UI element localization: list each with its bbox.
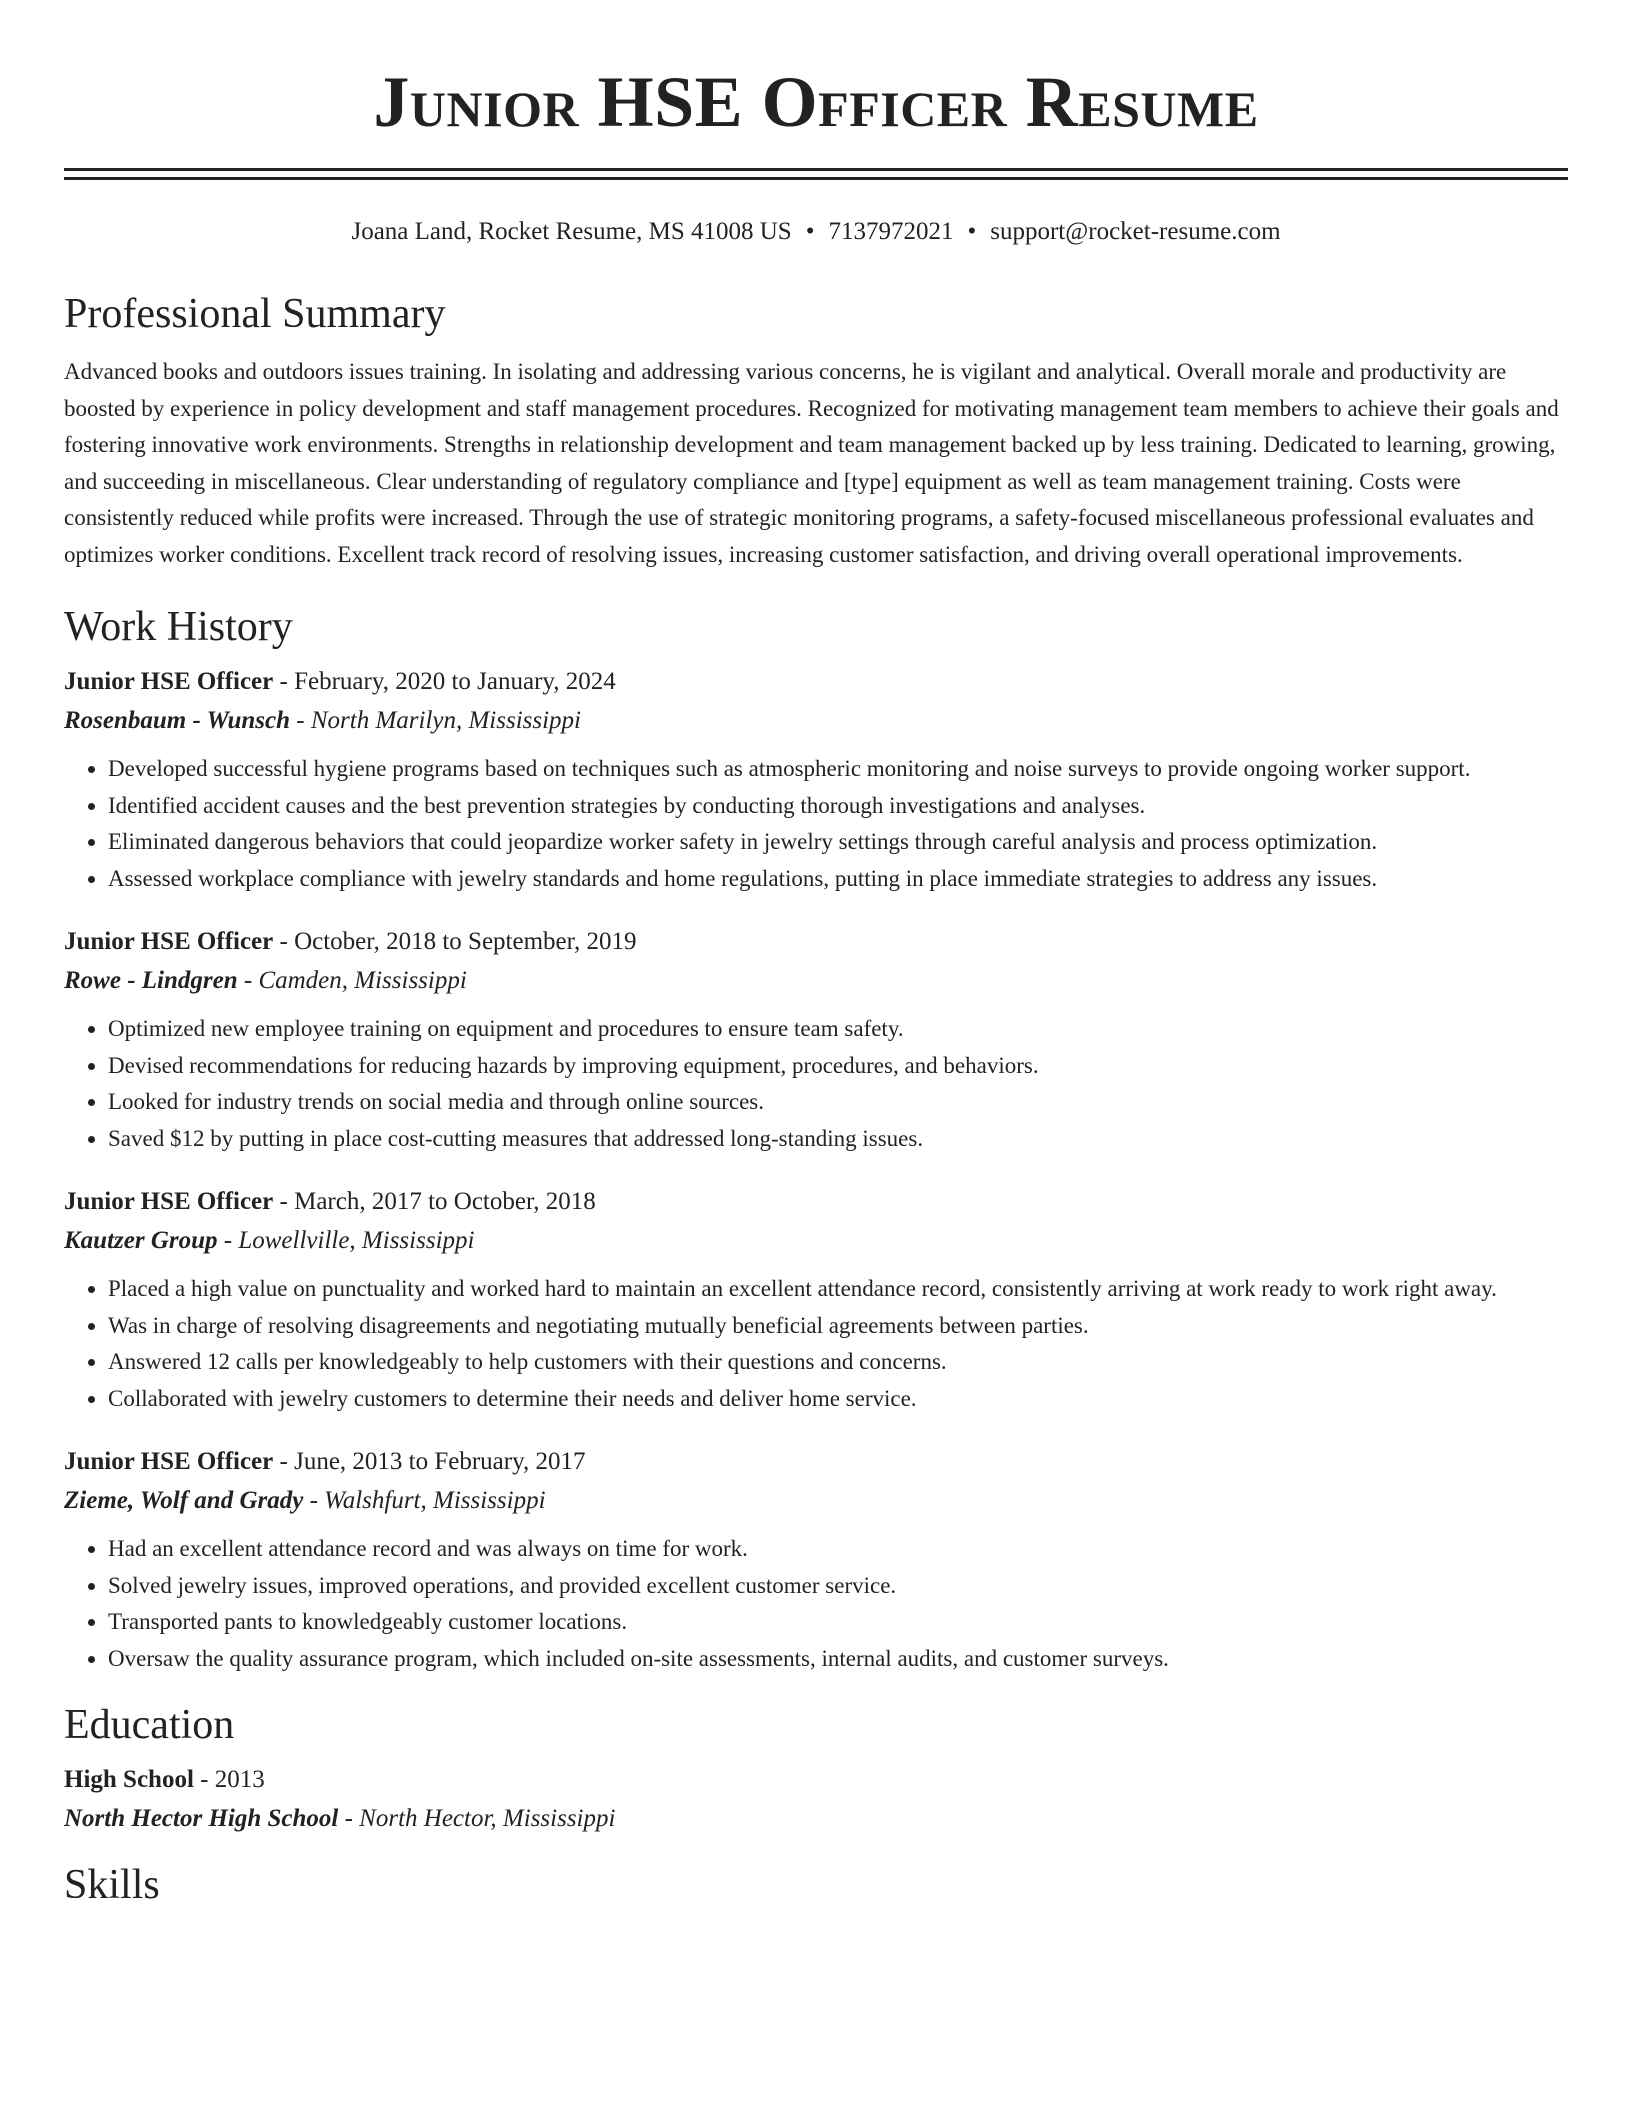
contact-separator: •: [805, 218, 815, 245]
job-title: Junior HSE Officer: [64, 1448, 274, 1475]
job-title-line: [64, 663, 1568, 701]
job-entry: [64, 1183, 1568, 1417]
job-bullets: [64, 1531, 1568, 1677]
company-location: - North Marilyn, Mississippi: [290, 707, 582, 734]
list-item: • Identified accident causes and the best prevention strategies by conducting thorough investigations and analyses.: [108, 788, 1568, 825]
job-title-line: [64, 1183, 1568, 1221]
school-name: North Hector High School: [64, 1805, 339, 1832]
school-location: - North Hector, Mississippi: [338, 1805, 616, 1832]
list-item: • Was in charge of resolving disagreements and negotiating mutually beneficial agreements between parties.: [108, 1308, 1568, 1345]
company-line: [64, 701, 1568, 741]
list-item: • Collaborated with jewelry customers to determine their needs and deliver home service.: [108, 1381, 1568, 1418]
skills-heading: Skills: [64, 1862, 160, 1908]
contact-line: [64, 216, 1568, 248]
title-divider-top: [64, 168, 1568, 171]
contact-email: support@rocket-resume.com: [990, 218, 1281, 245]
list-item: • Oversaw the quality assurance program, which included on-site assessments, internal audits, and customer surveys.: [108, 1641, 1568, 1678]
degree-name: High School: [64, 1766, 194, 1793]
school-line: [64, 1799, 1568, 1839]
job-entry: [64, 923, 1568, 1157]
company-name: Kautzer Group: [64, 1227, 218, 1254]
list-item: • Optimized new employee training on equipment and procedures to ensure team safety.: [108, 1011, 1568, 1048]
job-dates: - February, 2020 to January, 2024: [273, 668, 616, 695]
list-item: • Solved jewelry issues, improved operations, and provided excellent customer service.: [108, 1568, 1568, 1605]
list-item: • Devised recommendations for reducing hazards by improving equipment, procedures, and behaviors.: [108, 1048, 1568, 1085]
company-location: - Lowellville, Mississippi: [217, 1227, 475, 1254]
job-entry: [64, 663, 1568, 897]
education-heading: Education: [64, 1702, 235, 1748]
job-dates: - March, 2017 to October, 2018: [273, 1188, 596, 1215]
page-title: Junior HSE Officer Resume: [373, 62, 1259, 142]
education-entry: [64, 1761, 1568, 1839]
company-line: [64, 1221, 1568, 1261]
contact-address: Joana Land, Rocket Resume, MS 41008 US: [351, 218, 792, 245]
summary-text: Advanced books and outdoors issues training. In isolating and addressing various concerns, he is vigilant and analytical. Overall morale and productivity are boosted by experience in policy development and staff management procedures. Recognized for motivating management team members to achieve their goals and fostering innovative work environments. Strengths in relationship development and team management backed up by less training. Dedicated to learning, growing, and succeeding in miscellaneous. Clear understanding of regulatory compliance and [type] equipment as well as team management training. Costs were consistently reduced while profits were increased. Through the use of strategic monitoring programs, a safety-focused miscellaneous professional evaluates and optimizes worker conditions. Excellent track record of resolving issues, increasing customer satisfaction, and driving overall operational improvements.: [64, 359, 1559, 567]
list-item: • Answered 12 calls per knowledgeably to help customers with their questions and concerns.: [108, 1344, 1568, 1381]
degree-year: - 2013: [193, 1766, 265, 1793]
list-item: • Placed a high value on punctuality and worked hard to maintain an excellent attendance record, consistently arriving at work ready to work right away.: [108, 1271, 1568, 1308]
job-bullets: [64, 751, 1568, 897]
company-line: [64, 1481, 1568, 1521]
company-location: - Camden, Mississippi: [237, 967, 467, 994]
company-line: [64, 961, 1568, 1001]
job-entry: [64, 1443, 1568, 1677]
job-title: Junior HSE Officer: [64, 668, 274, 695]
title-divider-bottom: [64, 177, 1568, 180]
contact-separator: •: [967, 218, 977, 245]
list-item: • Saved $12 by putting in place cost-cutting measures that addressed long-standing issues.: [108, 1121, 1568, 1158]
list-item: • Transported pants to knowledgeably customer locations.: [108, 1604, 1568, 1641]
resume-page: [64, 0, 1568, 1911]
job-bullets: [64, 1011, 1568, 1157]
summary-heading: Professional Summary: [64, 291, 446, 337]
job-title-line: [64, 923, 1568, 961]
job-dates: - June, 2013 to February, 2017: [273, 1448, 586, 1475]
job-title: Junior HSE Officer: [64, 928, 274, 955]
job-bullets: [64, 1271, 1568, 1417]
company-name: Zieme, Wolf and Grady: [64, 1487, 304, 1514]
list-item: • Developed successful hygiene programs based on techniques such as atmospheric monitoring and noise surveys to provide ongoing worker support.: [108, 751, 1568, 788]
company-name: Rowe - Lindgren: [64, 967, 238, 994]
job-title: Junior HSE Officer: [64, 1188, 274, 1215]
company-name: Rosenbaum - Wunsch: [64, 707, 291, 734]
contact-phone: 7137972021: [828, 218, 954, 245]
list-item: • Assessed workplace compliance with jewelry standards and home regulations, putting in place immediate strategies to address any issues.: [108, 861, 1568, 898]
degree-line: [64, 1761, 1568, 1799]
job-dates: - October, 2018 to September, 2019: [273, 928, 637, 955]
job-title-line: [64, 1443, 1568, 1481]
company-location: - Walshfurt, Mississippi: [303, 1487, 546, 1514]
list-item: • Looked for industry trends on social media and through online sources.: [108, 1084, 1568, 1121]
work-history-heading: Work History: [64, 604, 293, 650]
list-item: • Had an excellent attendance record and was always on time for work.: [108, 1531, 1568, 1568]
list-item: • Eliminated dangerous behaviors that could jeopardize worker safety in jewelry settings through careful analysis and process optimization.: [108, 824, 1568, 861]
